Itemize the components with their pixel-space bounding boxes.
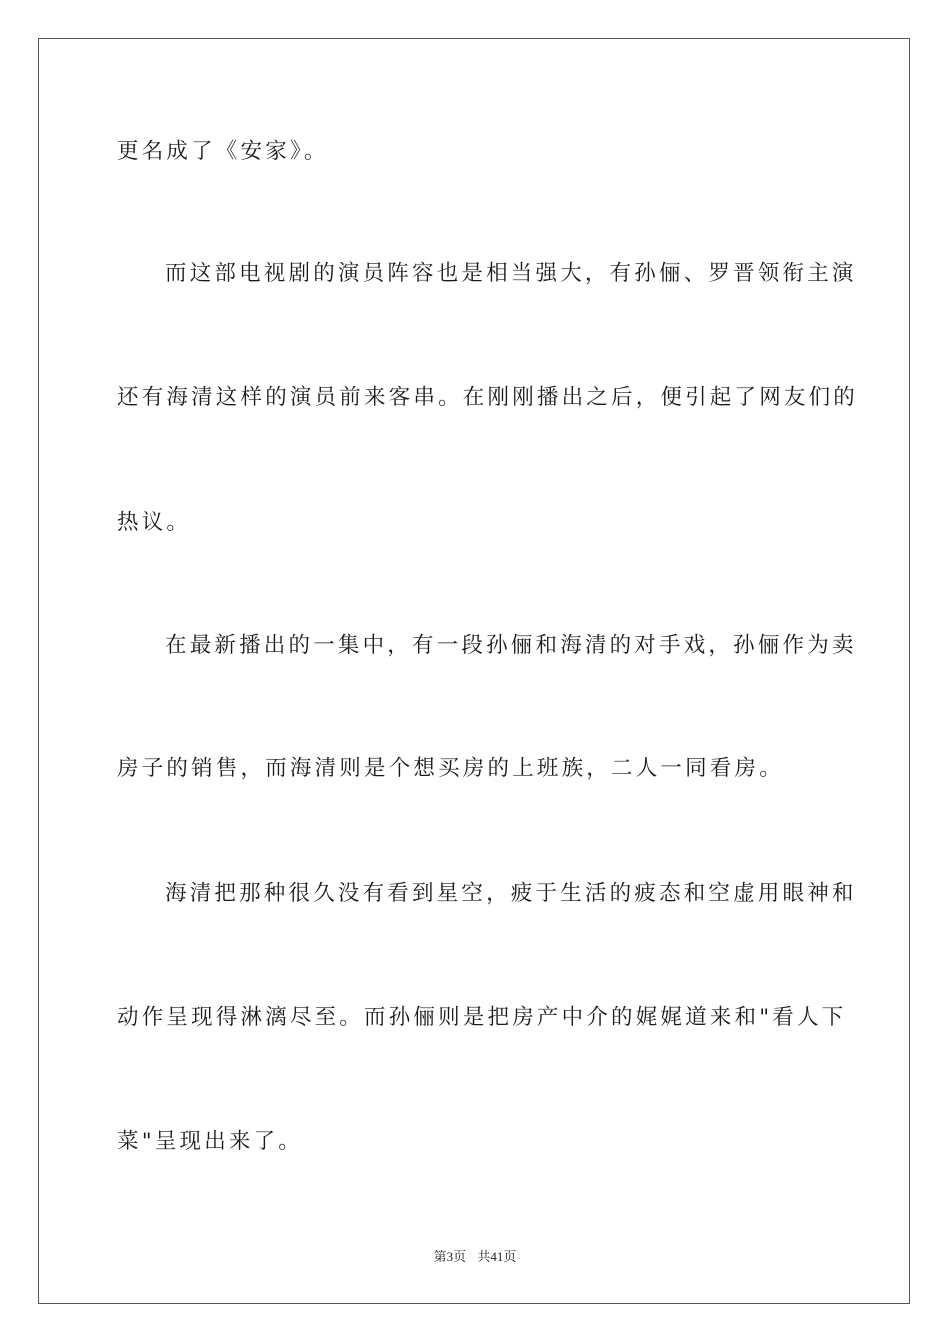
paragraph-line: 还有海清这样的演员前来客串。在刚刚播出之后，便引起了网友们的 [117,385,859,410]
total-pages: 共41页 [477,1249,517,1264]
page-footer [0,1246,950,1265]
page-border [38,38,910,1304]
paragraph-line: 海清把那种很久没有看到星空，疲于生活的疲态和空虚用眼神和 [165,881,857,906]
paragraph-line: 更名成了《安家》。 [117,139,329,164]
paragraph-line: 房子的销售，而海清则是个想买房的上班族，二人一同看房。 [117,756,784,781]
page-number: 第3页 [433,1249,467,1264]
paragraph-line: 菜"呈现出来了。 [117,1129,303,1154]
paragraph-line: 而这部电视剧的演员阵容也是相当强大，有孙俪、罗晋领衔主演 [165,261,857,286]
paragraph-line: 动作呈现得淋漓尽至。而孙俪则是把房产中介的娓娓道来和"看人下 [117,1005,847,1030]
paragraph-line: 在最新播出的一集中，有一段孙俪和海清的对手戏，孙俪作为卖 [165,633,857,658]
paragraph-line: 热议。 [117,510,192,535]
